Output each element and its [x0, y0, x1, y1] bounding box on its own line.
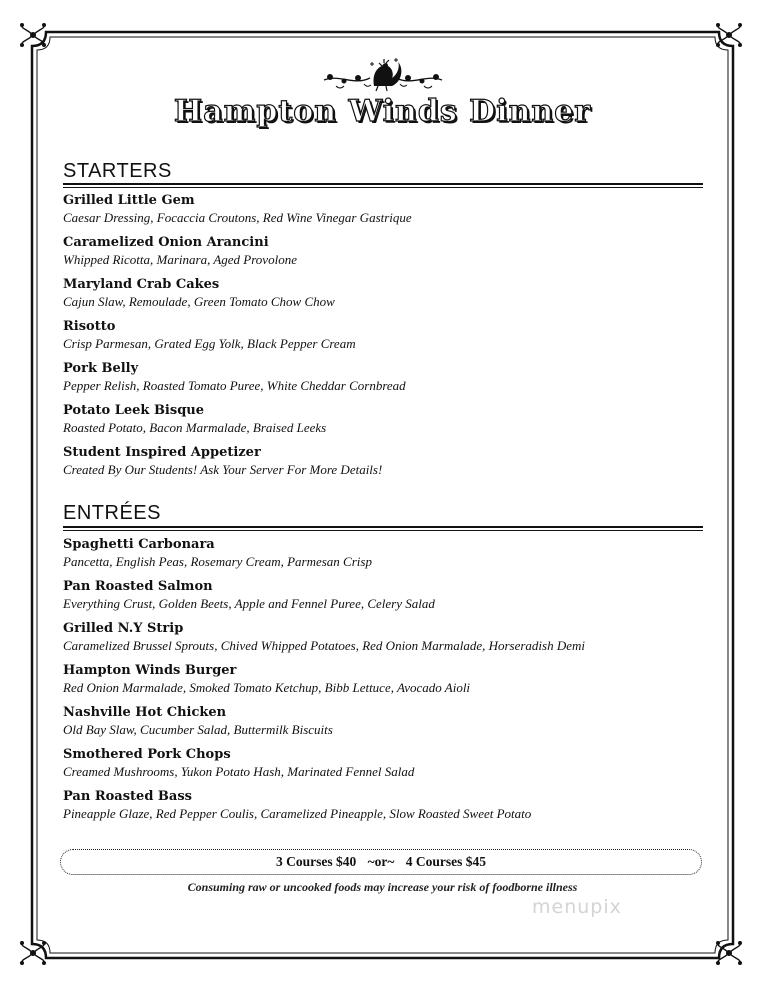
list-item [63, 705, 713, 747]
item-description: Whipped Ricotta, Marinara, Aged Provolone [63, 252, 297, 267]
item-name: Pan Roasted Salmon [63, 579, 213, 594]
pricing-box [60, 849, 702, 875]
starters-divider [63, 183, 703, 188]
list-item [63, 789, 713, 831]
item-name: Student Inspired Appetizer [63, 445, 261, 460]
floral-corner-icon [18, 20, 48, 50]
list-item [63, 579, 713, 621]
item-name: Smothered Pork Chops [63, 747, 231, 762]
list-item [63, 663, 713, 705]
item-description: Created By Our Students! Ask Your Server For More Details! [63, 462, 383, 477]
list-item [63, 319, 713, 361]
list-item [63, 621, 713, 663]
item-description: Red Onion Marmalade, Smoked Tomato Ketchup, Bibb Lettuce, Avocado Aioli [63, 680, 471, 695]
item-description: Caesar Dressing, Focaccia Croutons, Red Wine Vinegar Gastrique [63, 210, 412, 225]
list-item [63, 747, 713, 789]
item-description: Caramelized Brussel Sprouts, Chived Whipped Potatoes, Red Onion Marmalade, Horseradish Demi [63, 638, 585, 653]
floral-corner-icon [18, 938, 48, 968]
price-option-4-course: 4 Courses $45 [405, 854, 487, 869]
item-description: Roasted Potato, Bacon Marmalade, Braised Leeks [63, 420, 327, 435]
item-name: Grilled N.Y Strip [63, 621, 184, 636]
entrees-heading: ENTRÉES [63, 502, 161, 524]
starters-list [63, 193, 713, 487]
price-separator: ~or~ [367, 854, 395, 869]
item-name: Nashville Hot Chicken [63, 705, 227, 720]
list-item [63, 445, 713, 487]
list-item [63, 403, 713, 445]
list-item [63, 235, 713, 277]
item-name: Grilled Little Gem [63, 193, 195, 208]
item-name: Caramelized Onion Arancini [63, 235, 269, 250]
item-name: Pan Roasted Bass [63, 789, 192, 804]
rooster-floral-crest-icon [320, 56, 446, 94]
entrees-list [63, 537, 713, 831]
item-description: Creamed Mushrooms, Yukon Potato Hash, Marinated Fennel Salad [63, 764, 415, 779]
entrees-divider [63, 526, 703, 531]
floral-corner-icon [714, 20, 744, 50]
item-name: Spaghetti Carbonara [63, 537, 215, 552]
food-safety-disclaimer: Consuming raw or uncooked foods may increase your risk of foodborne illness [187, 880, 578, 894]
item-name: Maryland Crab Cakes [63, 277, 220, 292]
list-item [63, 277, 713, 319]
item-name: Risotto [63, 319, 116, 334]
list-item [63, 193, 713, 235]
item-name: Hampton Winds Burger [63, 663, 237, 678]
item-name: Potato Leek Bisque [63, 403, 205, 418]
item-description: Pineapple Glaze, Red Pepper Coulis, Caramelized Pineapple, Slow Roasted Sweet Potato [63, 806, 532, 821]
item-description: Pancetta, English Peas, Rosemary Cream, Parmesan Crisp [63, 554, 372, 569]
item-description: Pepper Relish, Roasted Tomato Puree, White Cheddar Cornbread [63, 378, 406, 393]
item-description: Crisp Parmesan, Grated Egg Yolk, Black Pepper Cream [63, 336, 356, 351]
price-option-3-course: 3 Courses $40 [275, 854, 357, 869]
list-item [63, 537, 713, 579]
list-item [63, 361, 713, 403]
starters-heading: STARTERS [63, 160, 172, 182]
item-name: Pork Belly [63, 361, 139, 376]
watermark: menupix [532, 896, 622, 918]
item-description: Everything Crust, Golden Beets, Apple and Fennel Puree, Celery Salad [63, 596, 435, 611]
item-description: Cajun Slaw, Remoulade, Green Tomato Chow Chow [63, 294, 335, 309]
floral-corner-icon [714, 938, 744, 968]
menu-title: Hampton Winds Dinner [173, 94, 592, 129]
item-description: Old Bay Slaw, Cucumber Salad, Buttermilk Biscuits [63, 722, 333, 737]
